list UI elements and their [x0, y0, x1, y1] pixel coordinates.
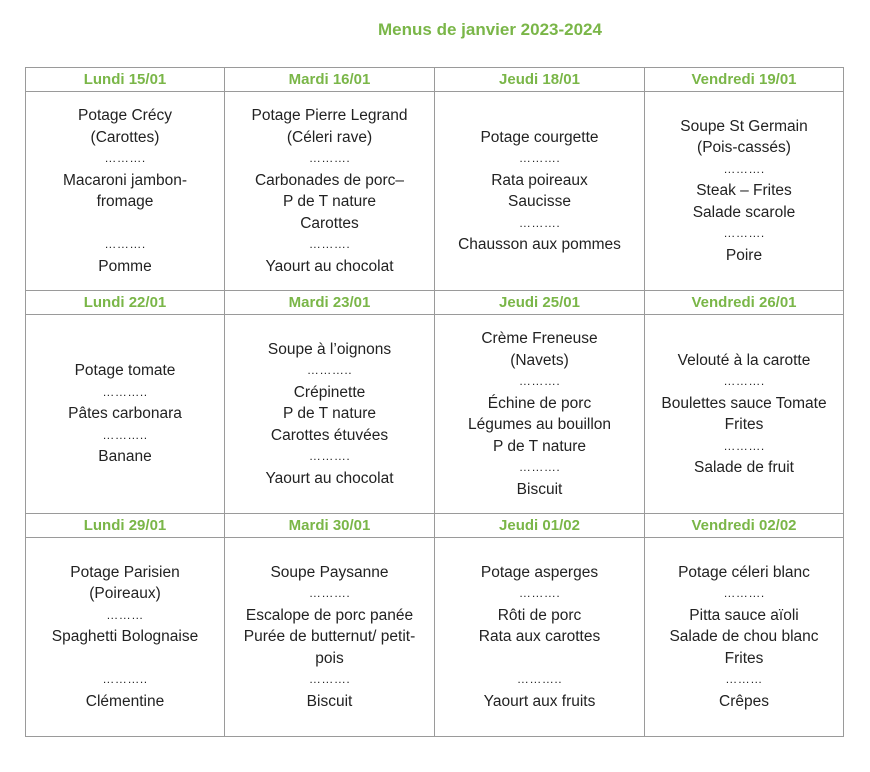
- menu-item: Yaourt au chocolat: [265, 469, 394, 487]
- menu-item: Velouté à la carotte: [677, 351, 811, 369]
- menu-item: Potage courgette: [480, 128, 599, 146]
- menu-table: [25, 67, 844, 737]
- course-separator: ……….: [723, 586, 765, 601]
- menu-item: Crème Freneuse: [481, 330, 598, 347]
- day-header: Vendredi 19/01: [645, 68, 844, 92]
- week-header-row: [26, 68, 844, 92]
- day-menu-cell: [645, 92, 844, 291]
- course-separator: ……….: [308, 449, 351, 464]
- menu-item: Poire: [725, 246, 763, 264]
- menu-item: Steak – Frites: [696, 182, 792, 200]
- menu-item: Purée de butternut/ petit-: [243, 628, 416, 646]
- day-header: Mardi 16/01: [225, 68, 435, 92]
- menu-item: (Carottes): [90, 128, 160, 146]
- day-menu-cell: [645, 315, 844, 514]
- menu-item: (Poireaux): [89, 585, 161, 603]
- day-header: Vendredi 26/01: [645, 291, 844, 315]
- day-menu-cell: [225, 538, 435, 737]
- day-header: Jeudi 01/02: [435, 514, 645, 538]
- menu-item: Frites: [724, 416, 764, 433]
- course-separator: ……….: [308, 237, 351, 251]
- course-separator: ………..: [102, 672, 148, 687]
- menu-item: (Pois-cassés): [697, 139, 791, 157]
- day-menu-cell: [435, 315, 645, 514]
- day-menu-cell: [26, 315, 225, 514]
- menu-item: Banane: [98, 448, 152, 466]
- menu-item: Potage Pierre Legrand: [251, 107, 408, 124]
- menu-item: Salade scarole: [692, 203, 796, 221]
- day-header: Mardi 30/01: [225, 514, 435, 538]
- menu-item: Rata poireaux: [491, 171, 588, 189]
- menu-item: Salade de chou blanc: [669, 628, 819, 646]
- menu-item: Pâtes carbonara: [68, 405, 182, 423]
- menu-item: Rata aux carottes: [478, 628, 601, 646]
- menu-item: Potage Crécy: [78, 107, 172, 124]
- day-menu-cell: [225, 92, 435, 291]
- menu-item: Yaourt au chocolat: [265, 257, 394, 275]
- day-menu-cell: [435, 92, 645, 291]
- menu-item: Potage céleri blanc: [678, 563, 810, 581]
- menu-item: P de T nature: [282, 193, 377, 210]
- course-separator: ……….: [104, 237, 146, 251]
- menu-item: fromage: [96, 193, 154, 210]
- menu-item: Carottes: [300, 214, 359, 232]
- course-separator: ………..: [102, 427, 148, 442]
- week-header-row: [26, 514, 844, 538]
- menu-item: Soupe St Germain: [680, 117, 808, 135]
- spacer: [26, 648, 224, 670]
- day-menu-cell: [225, 315, 435, 514]
- day-header: Lundi 15/01: [26, 68, 225, 92]
- day-header: Lundi 29/01: [26, 514, 225, 538]
- menu-item: Chausson aux pommes: [458, 236, 621, 253]
- menu-item: (Céleri rave): [286, 128, 373, 146]
- menu-item: P de T nature: [282, 405, 377, 423]
- menu-item: (Navets): [510, 351, 569, 369]
- menu-item: Spaghetti Bolognaise: [51, 628, 199, 646]
- menu-item: Soupe à l’oignons: [267, 340, 392, 358]
- menu-item: Carbonades de porc–: [254, 171, 405, 189]
- course-separator: ……….: [308, 586, 351, 601]
- week-header-row: [26, 291, 844, 315]
- course-separator: ……….: [308, 151, 351, 165]
- menu-item: Biscuit: [306, 692, 353, 710]
- menu-item: Crépinette: [293, 383, 366, 401]
- day-header: Lundi 22/01: [26, 291, 225, 315]
- menu-item: Rôti de porc: [497, 606, 582, 624]
- page-title: Menus de janvier 2023-2024: [378, 20, 602, 39]
- day-menu-cell: [26, 92, 225, 291]
- course-separator: ………: [106, 607, 144, 622]
- menu-item: Soupe Paysanne: [270, 563, 389, 581]
- menu-item: Potage asperges: [480, 563, 599, 581]
- course-separator: ………..: [516, 672, 563, 687]
- course-separator: ………..: [102, 384, 148, 399]
- day-menu-cell: [645, 538, 844, 737]
- week-menu-row: [26, 538, 844, 737]
- course-separator: ……….: [723, 438, 765, 453]
- course-separator: ………: [725, 672, 763, 687]
- menu-item: P de T nature: [492, 437, 587, 455]
- menu-item: Légumes au bouillon: [467, 416, 612, 433]
- week-menu-row: [26, 92, 844, 291]
- menu-item: Macaroni jambon-: [62, 171, 188, 189]
- spacer: [26, 213, 224, 235]
- menu-item: Salade de fruit: [694, 459, 794, 476]
- course-separator: ……….: [308, 672, 351, 687]
- menu-item: Potage Parisien: [70, 563, 180, 581]
- menu-item: Pitta sauce aïoli: [689, 606, 799, 624]
- menu-item: Clémentine: [85, 692, 165, 710]
- day-header: Jeudi 18/01: [435, 68, 645, 92]
- week-menu-row: [26, 315, 844, 514]
- course-separator: ……….: [518, 460, 561, 474]
- menu-item: Carottes étuvées: [270, 426, 389, 444]
- course-separator: ……….: [723, 161, 765, 176]
- spacer: [435, 648, 644, 670]
- menu-item: Boulettes sauce Tomate: [661, 394, 827, 412]
- day-menu-cell: [26, 538, 225, 737]
- course-separator: ……….: [518, 586, 561, 601]
- menu-item: Frites: [724, 649, 764, 667]
- menu-item: Potage tomate: [74, 362, 176, 380]
- day-header: Mardi 23/01: [225, 291, 435, 315]
- menu-item: Pomme: [98, 257, 152, 275]
- course-separator: ……….: [723, 226, 765, 241]
- menu-item: Échine de porc: [487, 394, 592, 412]
- course-separator: ……….: [518, 374, 561, 388]
- day-menu-cell: [435, 538, 645, 737]
- menu-item: Saucisse: [508, 193, 571, 210]
- menu-item: Biscuit: [516, 480, 563, 498]
- menu-item: pois: [315, 649, 344, 667]
- day-header: Vendredi 02/02: [645, 514, 844, 538]
- menu-item: Escalope de porc panée: [245, 606, 414, 624]
- menu-item: Yaourt aux fruits: [483, 692, 596, 710]
- course-separator: ……….: [723, 374, 765, 388]
- course-separator: ……….: [104, 151, 146, 165]
- course-separator: ………..: [306, 363, 353, 378]
- day-header: Jeudi 25/01: [435, 291, 645, 315]
- menu-item: Crêpes: [719, 692, 769, 710]
- course-separator: ……….: [518, 151, 561, 165]
- course-separator: ……….: [518, 215, 561, 230]
